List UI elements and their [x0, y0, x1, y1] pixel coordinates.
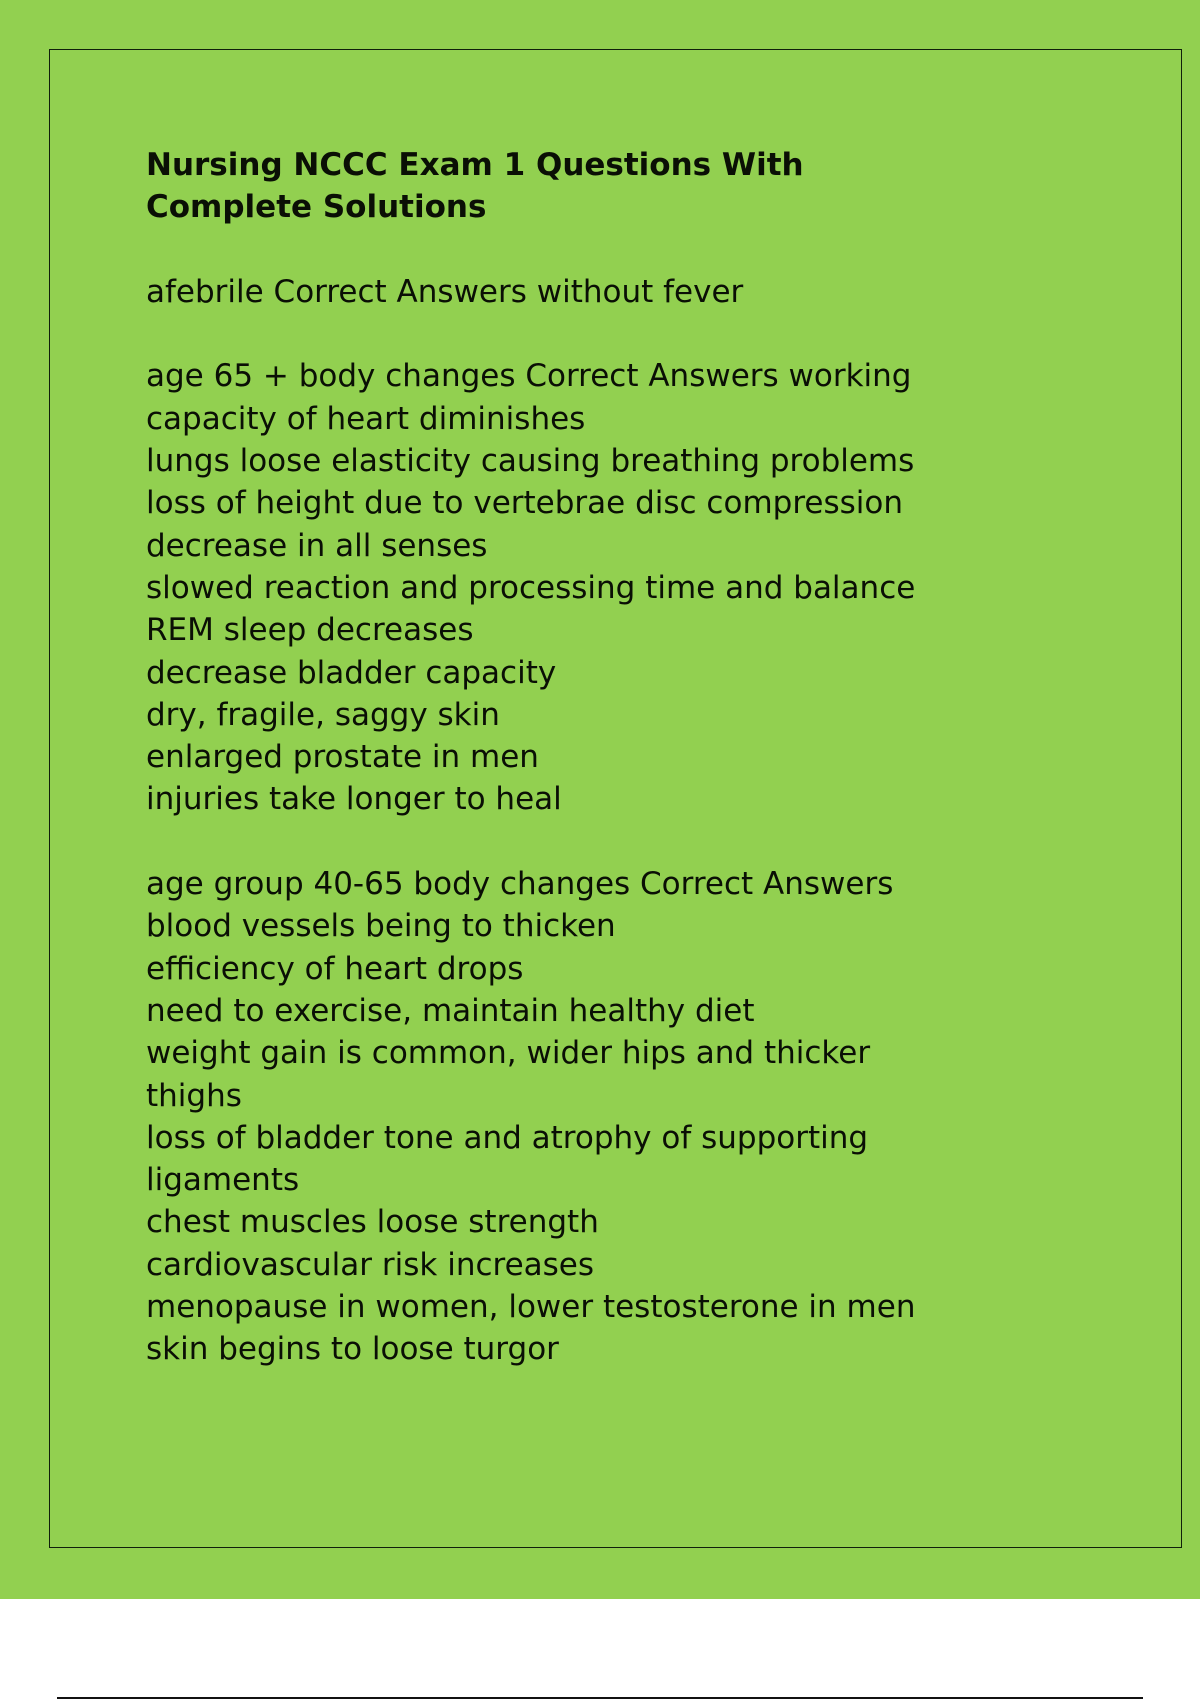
entry-line: ligaments [146, 1162, 300, 1199]
entry-line: cardiovascular risk increases [146, 1246, 595, 1283]
entry-line: decrease in all senses [146, 527, 488, 564]
spacer [146, 229, 1146, 271]
qa-entries [146, 229, 1146, 1371]
qa-entry [146, 863, 1146, 1371]
document-body [146, 144, 1146, 1371]
title-line: Complete Solutions [146, 189, 487, 226]
entry-line: dry, fragile, saggy skin [146, 696, 500, 733]
entry-line: loss of bladder tone and atrophy of supporting [146, 1119, 869, 1156]
entry-line: age group 40-65 body changes Correct Answers [146, 866, 894, 903]
entry-line: slowed reaction and processing time and balance [146, 569, 916, 606]
document-title [146, 144, 1146, 229]
entry-line: age 65 + body changes Correct Answers working [146, 358, 912, 395]
entry-line: need to exercise, maintain healthy diet [146, 992, 755, 1029]
spacer [146, 313, 1146, 355]
entry-line: enlarged prostate in men [146, 739, 539, 776]
entry-line: capacity of heart diminishes [146, 400, 586, 437]
spacer [146, 821, 1146, 863]
entry-line: skin begins to loose turgor [146, 1331, 559, 1368]
entry-line: blood vessels being to thicken [146, 908, 616, 945]
qa-entry [146, 355, 1146, 820]
entry-line: weight gain is common, wider hips and thicker [146, 1035, 871, 1072]
entry-line: REM sleep decreases [146, 612, 474, 649]
entry-line: menopause in women, lower testosterone in men [146, 1289, 916, 1326]
entry-line: injuries take longer to heal [146, 781, 562, 818]
title-line: Nursing NCCC Exam 1 Questions With [146, 147, 804, 183]
entry-line: loss of height due to vertebrae disc compression [146, 485, 903, 522]
footer-divider [57, 1697, 1143, 1699]
qa-entry [146, 271, 1146, 313]
entry-line: chest muscles loose strength [146, 1204, 599, 1241]
entry-line: lungs loose elasticity causing breathing problems [146, 443, 915, 480]
entry-line: decrease bladder capacity [146, 654, 557, 691]
entry-line: afebrile Correct Answers without fever [146, 273, 744, 310]
entry-line: efficiency of heart drops [146, 950, 524, 987]
entry-line: thighs [146, 1077, 242, 1114]
